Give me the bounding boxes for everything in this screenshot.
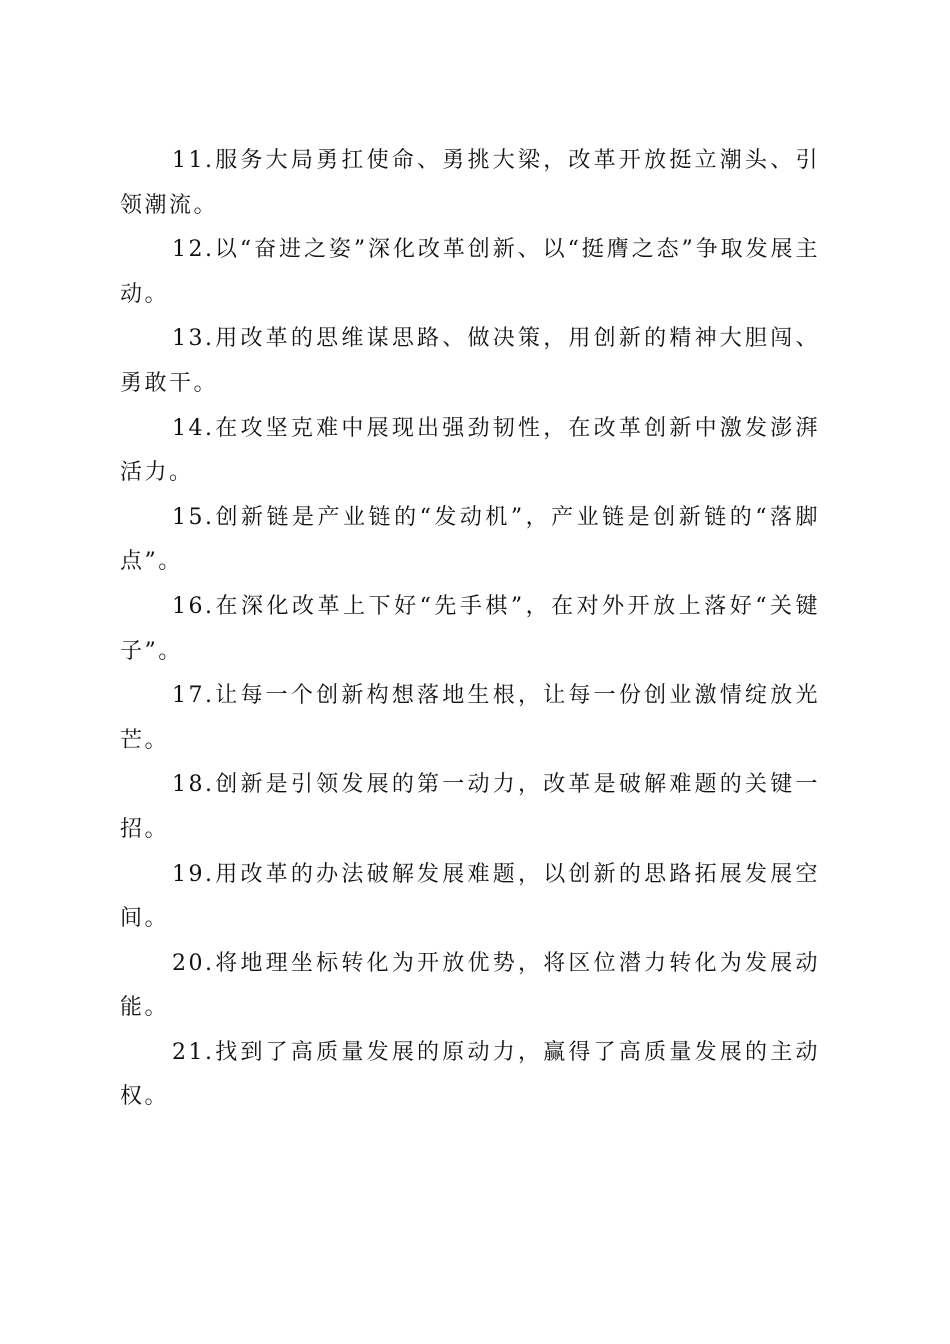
- list-item-11: 11.服务大局勇扛使命、勇挑大梁，改革开放挺立潮头、引领潮流。: [120, 148, 820, 218]
- list-item-16: 16.在深化改革上下好“先手棋”，在对外开放上落好“关键子”。: [120, 593, 820, 664]
- list-item-20: 20.将地理坐标转化为开放优势，将区位潜力转化为发展动能。: [120, 950, 820, 1021]
- list-item-19: 19.用改革的办法破解发展难题，以创新的思路拓展发展空间。: [120, 861, 820, 932]
- list-item-18: 18.创新是引领发展的第一动力，改革是破解难题的关键一招。: [120, 772, 820, 842]
- list-item-13: 13.用改革的思维谋思路、做决策，用创新的精神大胆闯、勇敢干。: [120, 326, 820, 396]
- list-item-17: 17.让每一个创新构想落地生根，让每一份创业激情绽放光芒。: [120, 683, 820, 753]
- list-item-14: 14.在攻坚克难中展现出强劲韧性，在改革创新中激发澎湃活力。: [120, 415, 820, 486]
- list-item-21: 21.找到了高质量发展的原动力，赢得了高质量发展的主动权。: [120, 1039, 820, 1110]
- document-body: [120, 139, 820, 1120]
- list-item-12: 12.以“奋进之姿”深化改革创新、以“挺膺之态”争取发展主动。: [120, 237, 820, 307]
- list-item-15: 15.创新链是产业链的“发动机”，产业链是创新链的“落脚点”。: [120, 504, 820, 575]
